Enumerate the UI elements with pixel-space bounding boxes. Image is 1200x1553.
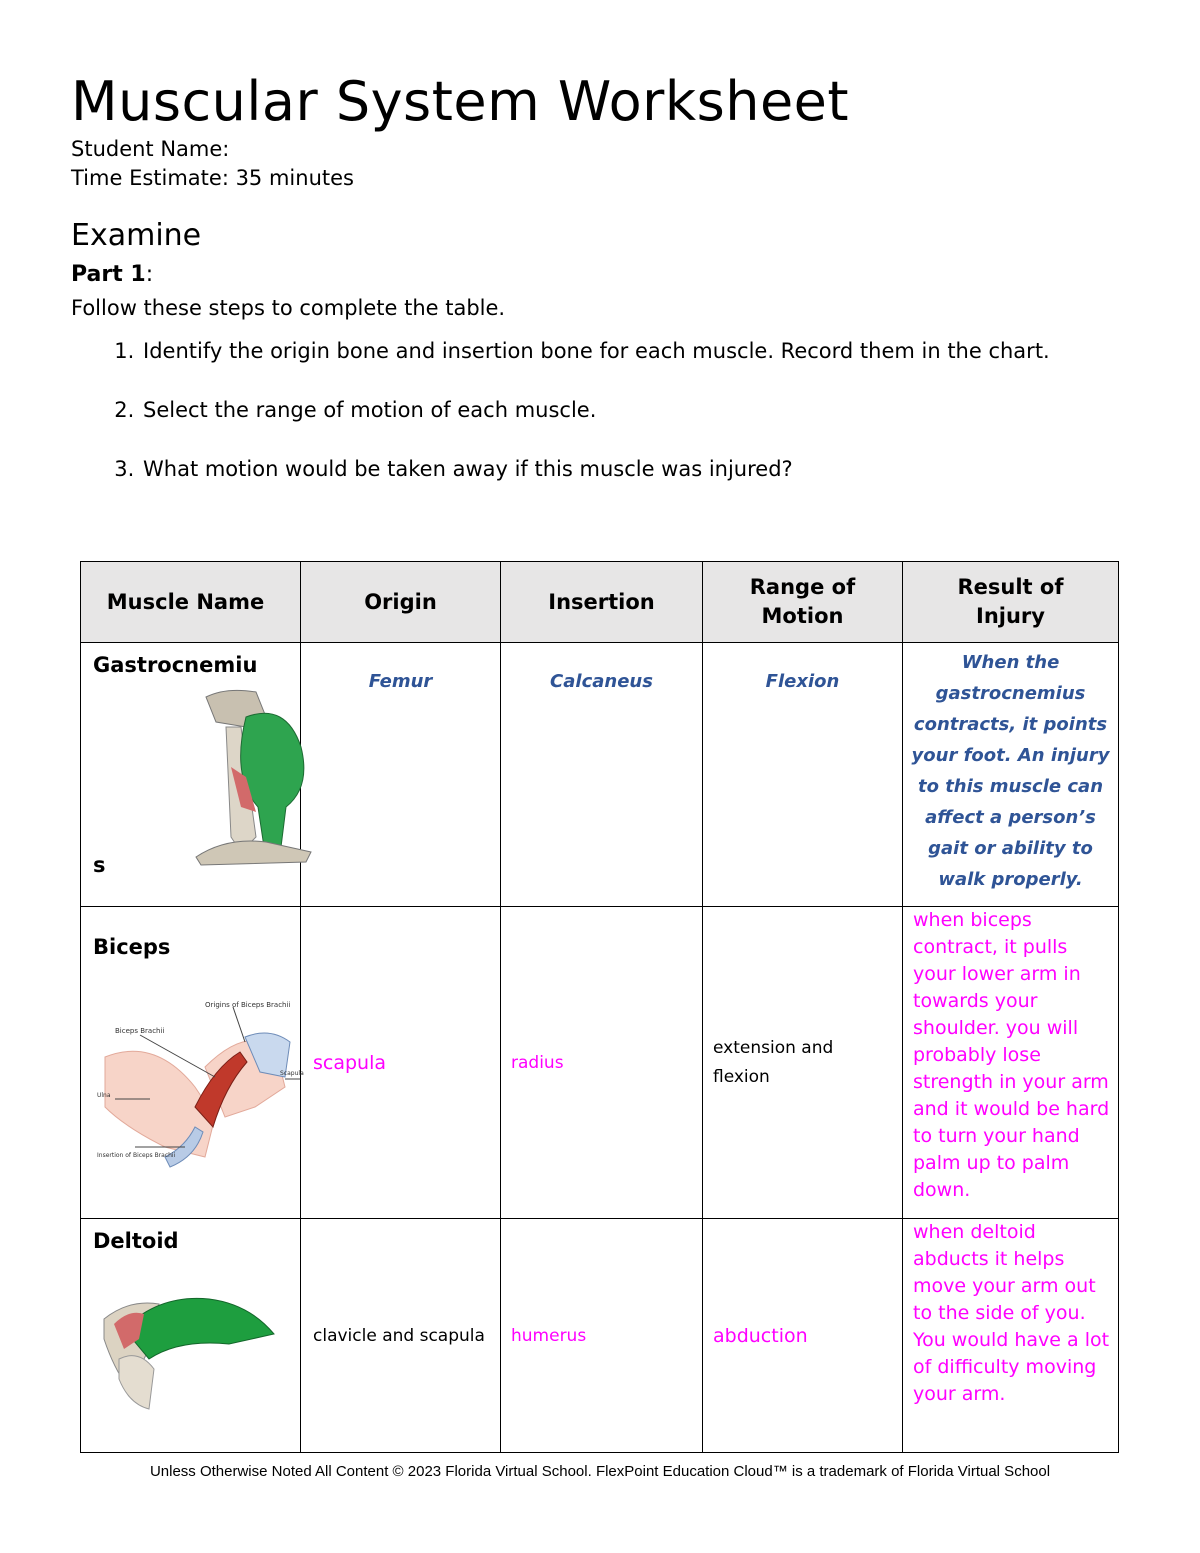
- insertion-value: Calcaneus: [550, 671, 653, 692]
- insertion-value: humerus: [511, 1325, 587, 1346]
- part-label: Part 1:: [71, 262, 154, 287]
- injury-cell: [903, 1219, 1119, 1453]
- muscle-cell: [81, 1219, 301, 1453]
- gastrocnemius-illustration: [186, 687, 316, 867]
- insertion-cell: [501, 643, 703, 907]
- instructions: Follow these steps to complete the table.: [71, 296, 506, 320]
- diagram-label: Insertion of Biceps Brachii: [97, 1152, 176, 1159]
- insertion-value: radius: [511, 1052, 564, 1073]
- diagram-label: Ulna: [97, 1092, 111, 1099]
- muscle-name-continued: s: [93, 853, 106, 877]
- table-row: [81, 643, 1119, 907]
- injury-cell: [903, 643, 1119, 907]
- origin-value: scapula: [313, 1051, 387, 1074]
- header-range-of-motion: Range of Motion: [703, 562, 903, 643]
- table-row: [81, 907, 1119, 1219]
- injury-value: when deltoid abducts it helps move your arm out to the side of you. You would have a lot of difficulty moving your arm.: [913, 1221, 1110, 1405]
- header-origin: Origin: [301, 562, 501, 643]
- muscle-name: Deltoid: [93, 1229, 179, 1253]
- injury-cell: [903, 907, 1119, 1219]
- diagram-label: Biceps Brachii: [115, 1027, 165, 1035]
- range-value: Flexion: [765, 671, 840, 692]
- range-cell: [703, 643, 903, 907]
- range-value: abduction: [713, 1324, 808, 1347]
- muscle-name: Gastrocnemiu: [93, 653, 258, 677]
- diagram-label: Scapula: [280, 1070, 304, 1077]
- step-item: 2. Select the range of motion of each muscle.: [141, 396, 1191, 425]
- footer-copyright: Unless Otherwise Noted All Content © 2023 Florida Virtual School. FlexPoint Education Cloud™ is a trademark of Florida Virtual School: [149, 1463, 1051, 1480]
- injury-value: When the gastrocnemius contracts, it points your foot. An injury to this muscle can affect a person’s gait or ability to walk properly.: [911, 652, 1110, 890]
- page-title: Muscular System Worksheet: [71, 70, 850, 133]
- time-estimate: Time Estimate: 35 minutes: [71, 166, 354, 190]
- biceps-diagram: [95, 997, 305, 1177]
- diagram-label: Origins of Biceps Brachii: [205, 1001, 291, 1009]
- section-heading: Examine: [71, 218, 202, 253]
- range-cell: [703, 907, 903, 1219]
- header-result-of-injury: Result of Injury: [903, 562, 1119, 643]
- muscle-table: [80, 561, 1119, 1453]
- table-row: [81, 1219, 1119, 1453]
- header-muscle-name: Muscle Name: [81, 562, 301, 643]
- table-header-row: [81, 562, 1119, 643]
- steps-list: [71, 337, 1191, 514]
- origin-cell: [301, 643, 501, 907]
- range-value: extension and flexion: [713, 1037, 834, 1087]
- insertion-cell: [501, 907, 703, 1219]
- header-insertion: Insertion: [501, 562, 703, 643]
- step-item: 3. What motion would be taken away if this muscle was injured?: [141, 455, 1191, 484]
- injury-value: when biceps contract, it pulls your lower arm in towards your shoulder. you will probably lose strength in your arm and it would be hard to turn your hand palm up to palm down.: [913, 909, 1110, 1201]
- muscle-cell: [81, 907, 304, 1219]
- muscle-cell: [81, 643, 301, 907]
- student-name-label: Student Name:: [71, 137, 230, 161]
- deltoid-illustration: [99, 1279, 279, 1419]
- range-cell: [703, 1219, 903, 1453]
- origin-cell: [301, 1219, 501, 1453]
- muscle-name: Biceps: [93, 935, 171, 959]
- insertion-cell: [501, 1219, 703, 1453]
- origin-value: clavicle and scapula: [313, 1325, 485, 1346]
- origin-cell: [301, 907, 501, 1219]
- step-item: 1. Identify the origin bone and insertion bone for each muscle. Record them in the chart.: [141, 337, 1191, 366]
- origin-value: Femur: [368, 671, 433, 692]
